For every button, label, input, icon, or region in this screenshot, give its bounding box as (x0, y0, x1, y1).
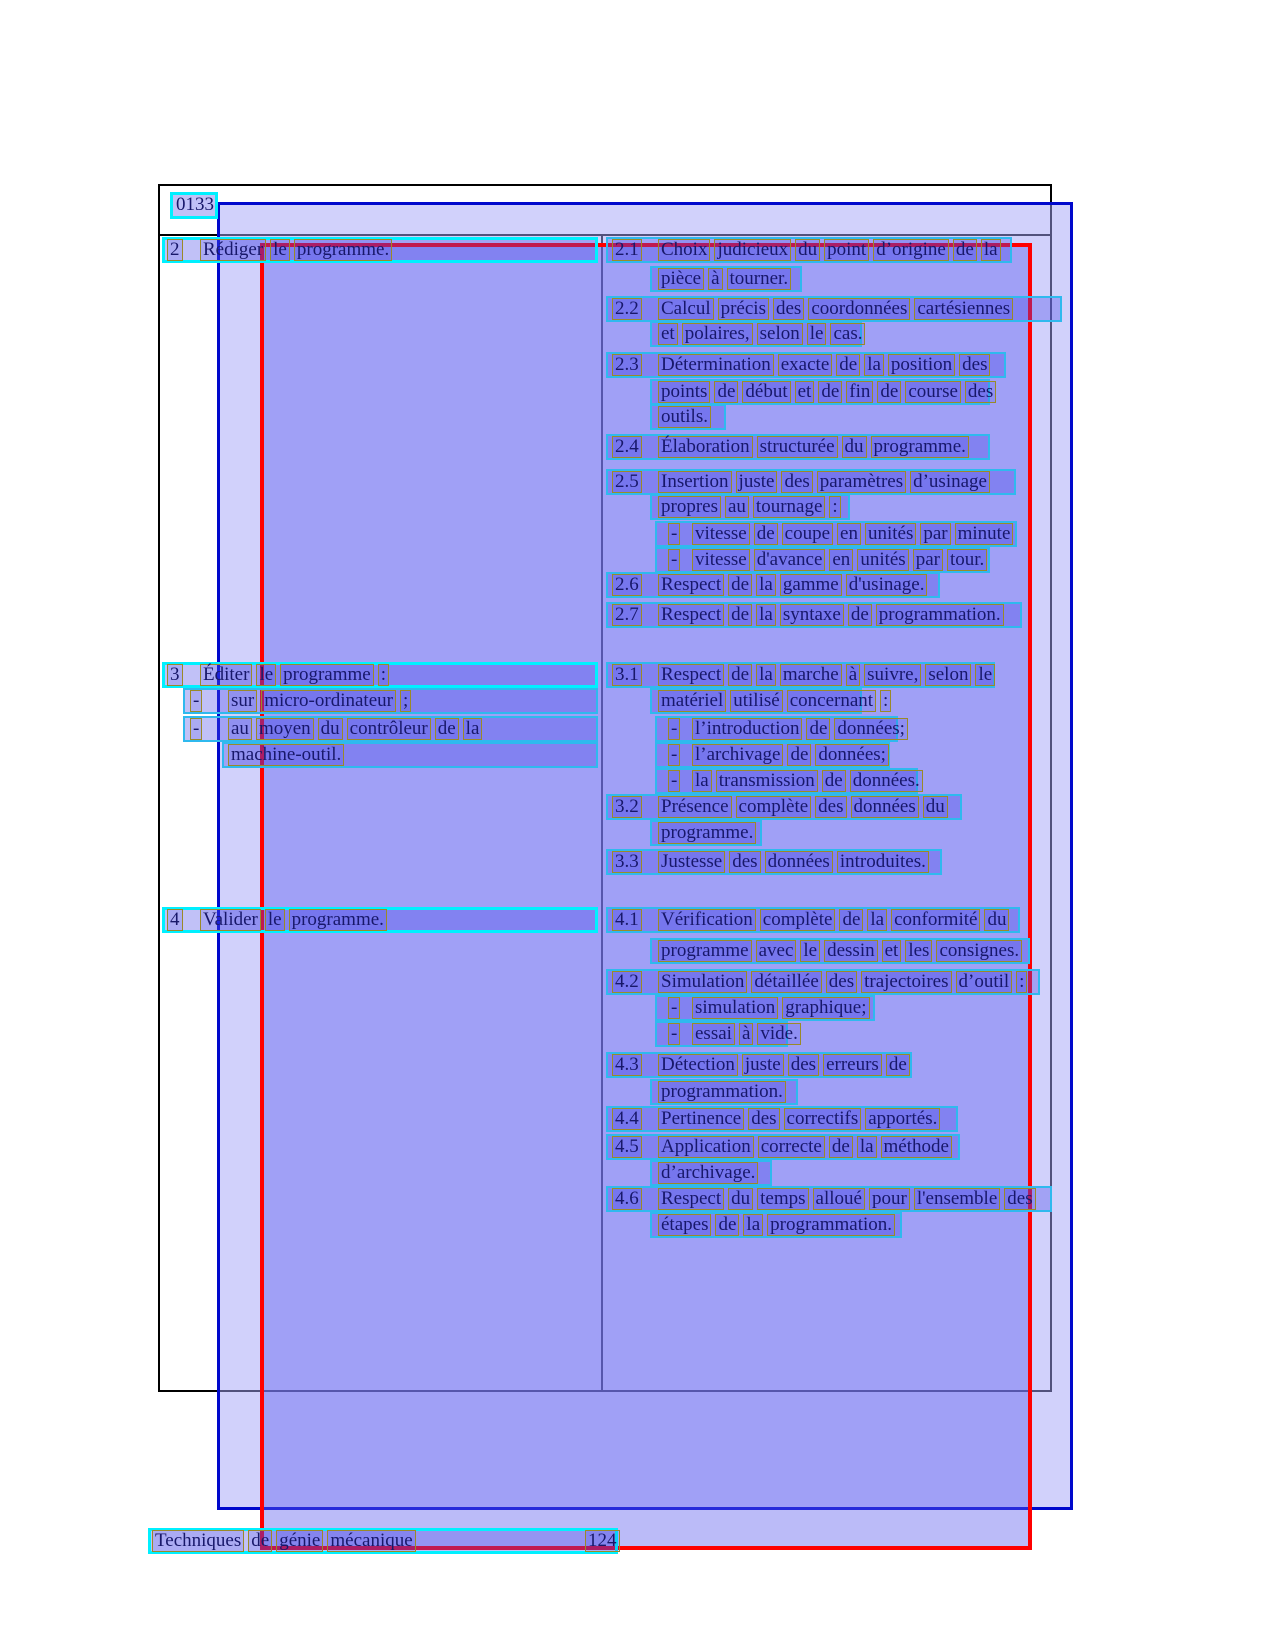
text-run (228, 718, 486, 740)
word-box: 4.1 (612, 909, 642, 931)
word-box: Respect (658, 664, 724, 686)
word-box: 2.2 (612, 298, 642, 320)
word-box: Élaboration (658, 436, 753, 458)
text-run (612, 796, 646, 818)
word-box: le (807, 323, 827, 345)
word-box: mécanique (327, 1530, 415, 1552)
word-box: en (829, 549, 853, 571)
word-box: la (981, 239, 1001, 261)
word-box: 3.1 (612, 664, 642, 686)
word-box: vitesse (692, 549, 750, 571)
word-box: tournage (753, 496, 825, 518)
word-box: syntaxe (780, 604, 844, 626)
word-box: Respect (658, 604, 724, 626)
word-box: exacte (778, 354, 833, 376)
text-run (692, 744, 893, 766)
word-box: de (829, 1136, 853, 1158)
word-box: de (822, 770, 846, 792)
word-box: l’archivage (692, 744, 783, 766)
word-box: correcte (758, 1136, 825, 1158)
text-run (668, 997, 684, 1019)
word-box: de (839, 909, 863, 931)
word-box: 2.6 (612, 574, 642, 596)
word-box: et (658, 323, 678, 345)
word-box: - (668, 770, 680, 792)
word-box: données; (834, 718, 908, 740)
word-box: la (692, 770, 712, 792)
word-box: moyen (256, 718, 314, 740)
word-box: 124 (585, 1530, 620, 1552)
text-run (167, 239, 187, 261)
word-box: le (975, 664, 995, 686)
word-box: propres (658, 496, 721, 518)
word-box: Insertion (658, 471, 732, 493)
word-box: programme. (289, 909, 387, 931)
text-run (612, 971, 646, 993)
text-run (658, 822, 760, 844)
word-box: apportés. (865, 1108, 940, 1130)
word-box: marche (780, 664, 842, 686)
word-box: 2.5 (612, 471, 642, 493)
header-code: 0133 (176, 194, 214, 215)
word-box: la (463, 718, 483, 740)
word-box: - (668, 744, 680, 766)
word-box: suivre, (864, 664, 921, 686)
word-box: de (754, 523, 778, 545)
word-box: - (190, 718, 202, 740)
word-box: des (959, 354, 990, 376)
text-run (658, 406, 715, 428)
word-box: introduites. (837, 851, 929, 873)
text-run (658, 971, 1031, 993)
word-box: Pertinence (658, 1108, 744, 1130)
word-box: 2.7 (612, 604, 642, 626)
word-box: de (836, 354, 860, 376)
text-run (658, 851, 933, 873)
text-run (612, 604, 646, 626)
word-box: données (851, 796, 919, 818)
word-box: pour (869, 1188, 910, 1210)
word-box: Valider (200, 909, 261, 931)
text-run (612, 909, 646, 931)
word-box: : (829, 496, 840, 518)
text-run (228, 744, 348, 766)
word-box: alloué (813, 1188, 865, 1210)
text-run (658, 239, 1005, 261)
text-run (658, 664, 999, 686)
word-box: 4.5 (612, 1136, 642, 1158)
word-box: programme. (294, 239, 392, 261)
text-run (658, 323, 869, 345)
word-box: la (864, 354, 884, 376)
word-box: 2.4 (612, 436, 642, 458)
word-box: Présence (658, 796, 732, 818)
word-box: dessin (824, 940, 878, 962)
text-run (612, 436, 646, 458)
word-box: coupe (782, 523, 833, 545)
word-box: programme. (871, 436, 969, 458)
text-run (612, 471, 646, 493)
word-box: : (378, 664, 389, 686)
word-box: complète (736, 796, 812, 818)
word-box: position (888, 354, 955, 376)
word-box: unités (857, 549, 908, 571)
text-run (692, 549, 991, 571)
word-box: la (756, 604, 776, 626)
text-run (658, 298, 1017, 320)
word-box: coordonnées (808, 298, 910, 320)
word-box: méthode (881, 1136, 952, 1158)
word-box: début (742, 381, 790, 403)
word-box: - (668, 718, 680, 740)
word-box: 4 (167, 909, 183, 931)
word-box: 3.3 (612, 851, 642, 873)
word-box: erreurs (823, 1054, 882, 1076)
word-box: du (984, 909, 1009, 931)
text-run (692, 770, 927, 792)
word-box: point (824, 239, 869, 261)
word-box: d'usinage. (846, 574, 928, 596)
word-box: outils. (658, 406, 711, 428)
word-box: trajectoires (861, 971, 951, 993)
word-box: Simulation (658, 971, 747, 993)
word-box: essai (692, 1023, 735, 1045)
word-box: selon (925, 664, 971, 686)
word-box: de (248, 1530, 272, 1552)
word-box: du (923, 796, 948, 818)
word-box: utilisé (730, 690, 782, 712)
word-box: des (815, 796, 846, 818)
word-box: 2.3 (612, 354, 642, 376)
word-box: la (867, 909, 887, 931)
word-box: de (886, 1054, 910, 1076)
text-run (200, 239, 396, 261)
word-box: fin (846, 381, 873, 403)
word-box: d’origine (873, 239, 949, 261)
word-box: juste (742, 1054, 784, 1076)
word-box: des (1004, 1188, 1035, 1210)
word-box: de (435, 718, 459, 740)
text-run (612, 1136, 646, 1158)
text-run (612, 239, 646, 261)
word-box: sur (228, 690, 257, 712)
text-run (228, 690, 415, 712)
word-box: 2.1 (612, 239, 642, 261)
word-box: données (765, 851, 833, 873)
word-box: machine-outil. (228, 744, 344, 766)
word-box: par (913, 549, 943, 571)
word-box: de (714, 381, 738, 403)
word-box: détaillée (751, 971, 821, 993)
word-box: Respect (658, 1188, 724, 1210)
text-run (612, 1188, 646, 1210)
text-run (692, 997, 874, 1019)
word-box: : (1016, 971, 1027, 993)
word-box: de (728, 664, 752, 686)
word-box: à (846, 664, 860, 686)
word-box: 4.2 (612, 971, 642, 993)
word-box: de (877, 381, 901, 403)
word-box: 2 (167, 239, 183, 261)
text-run (692, 1023, 805, 1045)
text-run (658, 796, 952, 818)
word-box: d'avance (754, 549, 826, 571)
text-run (612, 664, 646, 686)
word-box: Calcul (658, 298, 714, 320)
word-box: au (725, 496, 749, 518)
word-box: des (965, 381, 996, 403)
word-box: à (739, 1023, 753, 1045)
text-run (612, 298, 646, 320)
word-box: Choix (658, 239, 710, 261)
text-run (658, 604, 1008, 626)
word-box: Application (658, 1136, 754, 1158)
text-run (658, 690, 895, 712)
text-run (658, 574, 931, 596)
word-box: cartésiennes (914, 298, 1013, 320)
text-run (658, 496, 845, 518)
text-run (167, 664, 187, 686)
text-run (658, 1081, 790, 1103)
word-box: matériel (658, 690, 726, 712)
text-run (612, 574, 646, 596)
word-box: cas. (830, 323, 865, 345)
word-box: en (837, 523, 861, 545)
word-box: temps (757, 1188, 808, 1210)
text-run (658, 940, 1026, 962)
word-box: vide. (757, 1023, 800, 1045)
word-box: tourner. (727, 268, 792, 290)
word-box: structurée (757, 436, 838, 458)
word-box: le (265, 909, 285, 931)
word-box: données. (850, 770, 923, 792)
text-run (658, 1054, 914, 1076)
word-box: le (256, 664, 276, 686)
word-box: la (756, 574, 776, 596)
word-box: Détermination (658, 354, 774, 376)
word-box: judicieux (714, 239, 791, 261)
word-box: micro-ordinateur (261, 690, 396, 712)
text-run (658, 1188, 1040, 1210)
text-run (200, 909, 391, 931)
word-box: par (920, 523, 950, 545)
word-box: minute (955, 523, 1014, 545)
word-box: 4.3 (612, 1054, 642, 1076)
word-box: de (848, 604, 872, 626)
word-box: et (795, 381, 815, 403)
word-box: des (729, 851, 760, 873)
word-box: unités (865, 523, 916, 545)
word-box: d’archivage. (658, 1162, 758, 1184)
text-run (658, 436, 973, 458)
text-run (167, 909, 187, 931)
word-box: la (857, 1136, 877, 1158)
word-box: 4.6 (612, 1188, 642, 1210)
word-box: du (795, 239, 820, 261)
word-box: programme. (658, 822, 756, 844)
word-box: correctifs (784, 1108, 862, 1130)
text-run (200, 664, 393, 686)
word-box: Rédiger (200, 239, 266, 261)
text-run (658, 1108, 944, 1130)
word-box: tour. (947, 549, 987, 571)
word-box: consignes. (936, 940, 1022, 962)
word-box: de (787, 744, 811, 766)
word-box: le (270, 239, 290, 261)
word-box: de (806, 718, 830, 740)
word-box: de (728, 604, 752, 626)
word-box: des (748, 1108, 779, 1130)
word-box: programmation. (658, 1081, 786, 1103)
text-run (612, 1054, 646, 1076)
text-run (152, 1530, 420, 1552)
text-run (692, 523, 1017, 545)
text-run (668, 1023, 684, 1045)
word-box: données; (815, 744, 889, 766)
text-run (668, 744, 684, 766)
word-box: programme (280, 664, 374, 686)
word-box: d’outil (956, 971, 1013, 993)
word-box: gamme (780, 574, 842, 596)
word-box: - (668, 1023, 680, 1045)
text-run (612, 851, 646, 873)
word-box: : (880, 690, 891, 712)
word-box: simulation (692, 997, 778, 1019)
text-run (658, 268, 795, 290)
word-box: du (728, 1188, 753, 1210)
text-run (658, 471, 994, 493)
word-box: 4.4 (612, 1108, 642, 1130)
text-run (658, 354, 994, 376)
word-box: Éditer (200, 664, 252, 686)
word-box: à (708, 268, 722, 290)
word-box: - (668, 549, 680, 571)
word-box: programmation. (876, 604, 1004, 626)
word-box: de (953, 239, 977, 261)
word-box: Respect (658, 574, 724, 596)
word-box: pièce (658, 268, 704, 290)
word-box: l’introduction (692, 718, 802, 740)
word-box: transmission (716, 770, 818, 792)
text-run (692, 718, 912, 740)
text-run (190, 690, 206, 712)
word-box: conformité (891, 909, 980, 931)
word-box: de (818, 381, 842, 403)
word-box: 3 (167, 664, 183, 686)
text-run (190, 718, 206, 740)
word-box: programmation. (767, 1214, 895, 1236)
word-box: paramètres (817, 471, 906, 493)
text-run (658, 381, 1000, 403)
text-run (668, 523, 684, 545)
word-box: au (228, 718, 252, 740)
word-box: - (190, 690, 202, 712)
word-box: programme (658, 940, 752, 962)
word-box: - (668, 523, 680, 545)
word-box: de (728, 574, 752, 596)
word-box: la (743, 1214, 763, 1236)
word-box: précis (718, 298, 769, 320)
word-box: la (756, 664, 776, 686)
word-box: polaires, (682, 323, 753, 345)
word-box: ; (400, 690, 411, 712)
word-box: l'ensemble (914, 1188, 1000, 1210)
word-box: le (800, 940, 820, 962)
word-box: vitesse (692, 523, 750, 545)
word-box: étapes (658, 1214, 711, 1236)
word-box: des (781, 471, 812, 493)
word-box: et (882, 940, 902, 962)
word-box: course (905, 381, 961, 403)
word-box: des (788, 1054, 819, 1076)
word-box: selon (757, 323, 803, 345)
text-run (668, 549, 684, 571)
word-box: du (842, 436, 867, 458)
word-box: concernant (787, 690, 876, 712)
text-run (658, 1162, 762, 1184)
word-box: d’usinage (910, 471, 990, 493)
word-box: 3.2 (612, 796, 642, 818)
word-box: génie (276, 1530, 323, 1552)
word-box: Techniques (152, 1530, 244, 1552)
word-box: juste (736, 471, 778, 493)
word-box: Détection (658, 1054, 738, 1076)
word-box: avec (756, 940, 797, 962)
word-box: de (715, 1214, 739, 1236)
word-box: des (773, 298, 804, 320)
word-box: graphique; (782, 997, 869, 1019)
text-run (612, 354, 646, 376)
word-box: Justesse (658, 851, 725, 873)
text-run (612, 1108, 646, 1130)
word-box: Vérification (658, 909, 756, 931)
text-run (668, 718, 684, 740)
word-box: des (826, 971, 857, 993)
word-box: du (318, 718, 343, 740)
word-box: points (658, 381, 710, 403)
text-run (658, 1136, 956, 1158)
word-box: les (905, 940, 932, 962)
word-box: contrôleur (347, 718, 431, 740)
text-run (585, 1530, 624, 1552)
text-run (658, 1214, 899, 1236)
text-run (658, 909, 1013, 931)
word-box: complète (760, 909, 836, 931)
word-box: - (668, 997, 680, 1019)
text-run (668, 770, 684, 792)
